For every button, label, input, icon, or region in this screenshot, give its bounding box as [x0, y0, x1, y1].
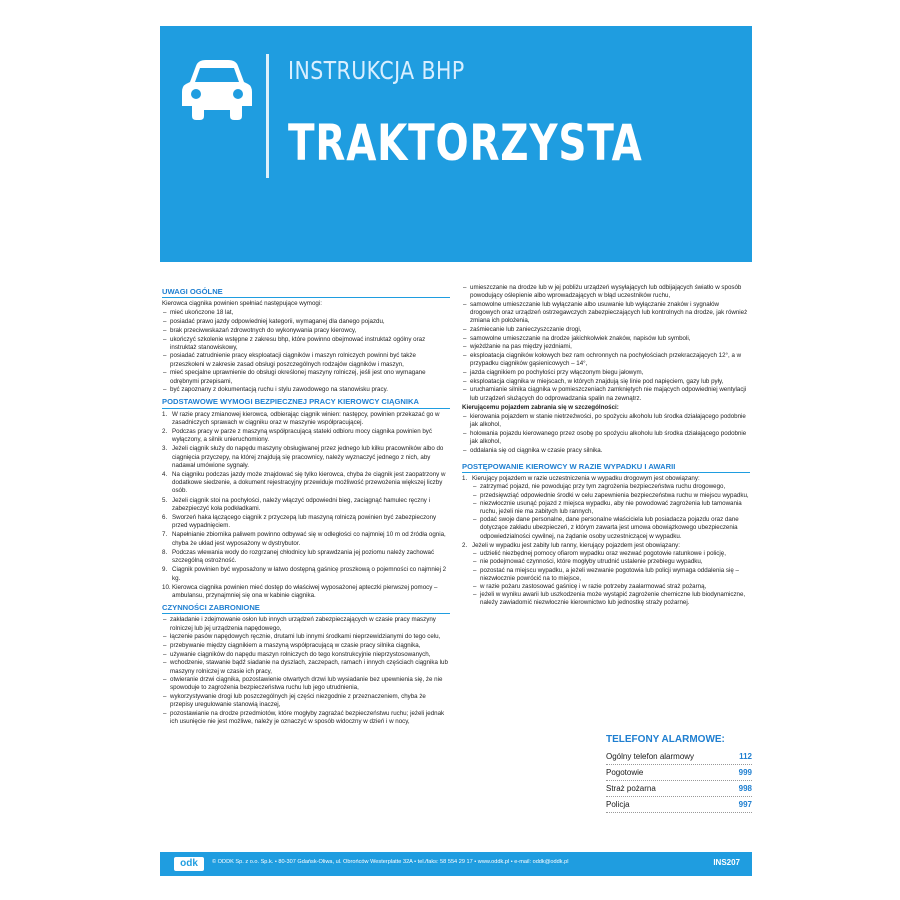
list-item: – jeżeli w wyniku awarii lub uszkodzenia może wystąpić zagrożenie chemiczne lub biodynamiczne, należy zawiadomić niezwłocznie kierownictwo lub jednostkę straży pożarnej. — [472, 591, 750, 607]
list-item: – posiadać zatrudnienie pracy eksploatacji ciągników i maszyn rolniczych powinni być także przeszkoleni w zakresie zasad obsługi poszczególnych rodzajów ciągników i maszyn, — [162, 352, 450, 368]
requirements-list — [162, 411, 450, 600]
list-item: – oddalania się od ciągnika w czasie pracy silnika. — [462, 447, 750, 455]
list-item: – zatrzymać pojazd, nie powodując przy tym zagrożenia bezpieczeństwa ruchu drogowego, — [472, 483, 750, 491]
list-item: 6. Sworzeń haka łączącego ciągnik z przyczepą lub maszyną rolniczą powinien być zabezpieczony przed wypadnięciem. — [162, 514, 437, 530]
section-general-title: UWAGI OGÓLNE — [162, 288, 450, 298]
list-item: 4. Na ciągniku podczas jazdy może znajdować się tylko kierowca, chyba że ciągnik jest zaopatrzony w dodatkowe siedzenie, a dokument rejestracyjny przewiduje możliwość przewożenia większej liczby osób. — [162, 471, 446, 495]
publisher-logo: odk — [174, 857, 204, 871]
list-item: – mieć specjalne uprawnienie do obsługi określonej maszyny rolniczej, jeśli jest ono wymagane odrębnymi przepisami, — [162, 369, 450, 385]
left-column — [162, 284, 450, 727]
list-item: – eksploatacja ciągników kołowych bez ram ochronnych na pochyłościach przekraczających 12°, a w przypadku ciągników gąsienicowych – 14°, — [462, 352, 750, 368]
list-item: – używanie ciągników do napędu maszyn rolniczych do tego konstrukcyjnie nieprzystosowanych, — [162, 651, 450, 659]
right-column — [462, 284, 750, 609]
list-item: – otwieranie drzwi ciągnika, pozostawienie otwartych drzwi lub wysiadanie bez upewnienia się, że nie spowoduje to zagrożenia bezpieczeństwa ruchu lub jego utrudnienia, — [162, 676, 450, 692]
list-item: – eksploatacja ciągnika w miejscach, w których znajdują się linie pod napięciem, gazy lub pyły, — [462, 378, 750, 386]
footer-text: © ODDK Sp. z o.o. Sp.k. • 80-307 Gdańsk-Oliwa, ul. Obrońców Westerplatte 32A • tel./faks: 58 554 29 17 • www.oddk.pl • e-mail: oddk@oddk.pl — [212, 859, 569, 865]
list-item: – samowolne umieszczanie lub wyłączanie albo usuwanie lub wyłączanie znaków i sygnałów drogowych oraz urządzeń ostrzegawczych zabezpieczających lub kontrolnych na drodze, jak również zmiana ich położenia, — [462, 301, 750, 326]
list-item: – zaśmiecanie lub zanieczyszczanie drogi, — [462, 326, 750, 334]
page-title: TRAKTORZYSTA — [288, 114, 643, 172]
section-requirements-title: PODSTAWOWE WYMOGI BEZPIECZNEJ PRACY KIEROWCY CIĄGNIKA — [162, 398, 450, 408]
list-item: 2. Jeżeli w wypadku jest zabity lub ranny, kierujący pojazdem jest obowiązany: – udzielić niezbędnej pomocy ofiarom wypadku oraz wezwać pogotowie ratunkowe i policję, – nie podejmować czynności, które mogłyby utrudnić ustalenie przebiegu wypadku, – pozostać na miejscu wypadku, a jeżeli wezwanie pogotowia lub policji wymaga oddalenia się – niezwłocznie powrócić na to miejsce, – w razie pożaru zastosować gaśnicę i w razie potrzeby zaalarmować straż pożarną, – jeżeli w wyniku awarii lub uszkodzenia może wystąpić zagrożenie chemiczne lub biodynamiczne, należy zawiadomić niezwłocznie kierownictwo lub jednostkę straży pożarnej. — [462, 542, 750, 608]
list-item: – podać swoje dane personalne, dane personalne właściciela lub posiadacza pojazdu oraz dane dotyczące zakładu ubezpieczeń, z którym zawarta jest umowa obowiązkowego ubezpieczenia odpowiedzialności cywilnej, na żądanie osoby uczestniczącej w wypadku. — [472, 516, 750, 541]
document-code: INS207 — [713, 858, 740, 867]
instruction-sheet — [160, 26, 752, 876]
list-item: 9. Ciągnik powinien być wyposażony w łatwo dostępną gaśnicę proszkową o pojemności co najmniej 2 kg. — [162, 566, 447, 582]
list-item: – posiadać prawo jazdy odpowiedniej kategorii, wymaganej dla danego pojazdu, — [162, 318, 450, 326]
list-item: – łączenie pasów napędowych ręcznie, drutami lub innymi środkami nieprzewidzianymi do tego celu, — [162, 633, 450, 641]
car-icon — [182, 56, 252, 122]
list-item: – przedsięwziąć odpowiednie środki w celu zapewnienia bezpieczeństwa ruchu w miejscu wypadku, — [472, 492, 750, 500]
list-item: 5. Jeżeli ciągnik stoi na pochyłości, należy włączyć odpowiedni bieg, zaciągnąć hamulec ręczny i zabezpieczyć koła podkładkami. — [162, 496, 430, 512]
list-item: – w razie pożaru zastosować gaśnicę i w razie potrzeby zaalarmować straż pożarną, — [472, 583, 750, 591]
list-item: 1. Kierujący pojazdem w razie uczestniczenia w wypadku drogowym jest obowiązany: – zatrzymać pojazd, nie powodując przy tym zagrożenia bezpieczeństwa ruchu drogowego, – przedsięwziąć odpowiednie środki w celu zapewnienia bezpieczeństwa ruchu w miejscu wypadku, – niezwłocznie usunąć pojazd z miejsca wypadku, aby nie powodować zagrożenia lub tamowania ruchu, jeżeli nie ma zabitych lub rannych, – podać swoje dane personalne, dane personalne właściciela lub posiadacza pojazdu oraz dane dotyczące zakładu ubezpieczeń, z którym zawarta jest umowa obowiązkowego ubezpieczenia odpowiedzialności cywilnej, na żądanie osoby uczestniczącej w wypadku. — [462, 475, 750, 541]
list-item: – pozostawianie na drodze przedmiotów, które mogłyby zagrażać bezpieczeństwu ruchu; jeżeli jednak ich usunięcie nie jest możliwe, należy je oznaczyć w sposób widoczny w dzień i w nocy, — [162, 710, 450, 726]
prohibited-list — [162, 616, 450, 726]
phone-row: Pogotowie 999 — [606, 765, 752, 781]
phone-row: Policja 997 — [606, 797, 752, 813]
list-item: 3. Jeżeli ciągnik służy do napędu maszyny obsługiwanej przez jednego lub kilku pracowników albo do ciągnięcia przyczepy, na której znajdują się pracownicy, należy wyznaczyć jednego z nich, aby nadawał umówione sygnały. — [162, 445, 444, 469]
list-item: – umieszczanie na drodze lub w jej pobliżu urządzeń wysyłających lub odbijających światło w sposób powodujący oślepienie albo wprowadzających w błąd uczestników ruchu, — [462, 284, 750, 300]
list-item: – przebywanie między ciągnikiem a maszyną współpracującą w czasie pracy silnika ciągnika, — [162, 642, 450, 650]
phone-row: Straż pożarna 998 — [606, 781, 752, 797]
list-item: – jazda ciągnikiem po pochyłości przy włączonym biegu jałowym, — [462, 369, 750, 377]
list-item: – zakładanie i zdejmowanie osłon lub innych urządzeń zabezpieczających w czasie pracy maszyny rolniczej lub jej urządzenia napędowego, — [162, 616, 450, 632]
list-item: – ukończyć szkolenie wstępne z zakresu bhp, które powinno obejmować instruktaż ogólny oraz instruktaż stanowiskowy, — [162, 336, 450, 352]
list-item: 10. Kierowca ciągnika powinien mieć dostęp do właściwej wyposażonej apteczki pierwszej pomocy – ambulansu, przynajmniej się ona w kabinie ciągnika. — [162, 583, 438, 599]
header-divider — [266, 54, 269, 178]
list-item: – niezwłocznie usunąć pojazd z miejsca wypadku, aby nie powodować zagrożenia lub tamowania ruchu, jeżeli nie ma zabitych lub rannych, — [472, 500, 750, 516]
list-item: 1. W razie pracy zmianowej kierowca, odbierając ciągnik winien: następcy, powinien przekazać go w zasadniczych sprawach w ciągniku oraz w maszynie współpracującej. — [162, 410, 440, 426]
list-item: – wchodzenie, stawanie bądź siadanie na dyszlach, zaczepach, ramach i innych częściach ciągnika lub maszyny rolniczej w czasie ich pracy, — [162, 659, 450, 675]
list-item: 8. Podczas wlewania wody do rozgrzanej chłodnicy lub sprawdzania jej poziomu należy zachować szczególną ostrożność. — [162, 548, 435, 565]
section-accident-title: POSTĘPOWANIE KIEROWCY W RAZIE WYPADKU I AWARII — [462, 463, 750, 473]
footer-bar — [160, 852, 752, 876]
list-item: – nie podejmować czynności, które mogłyby utrudnić ustalenie przebiegu wypadku, — [472, 558, 750, 566]
list-item: 7. Napełnianie zbiornika paliwem powinno odbywać się w odległości co najmniej 10 m od źródła ognia, chyba że układ jest wyposażony w dystrybutor. — [162, 531, 446, 547]
section-prohibited-title: CZYNNOŚCI ZABRONIONE — [162, 604, 450, 614]
list-item: – być zapoznany z dokumentacją ruchu i stylu zawodowego na stanowisku pracy. — [162, 386, 450, 394]
list-item: – kierowania pojazdem w stanie nietrzeźwości, po spożyciu alkoholu lub środka działającego podobnie jak alkohol, — [462, 413, 750, 429]
section-general-intro: Kierowca ciągnika powinien spełniać następujące wymogi: — [162, 300, 322, 308]
accident-list — [462, 475, 750, 607]
header-banner — [160, 26, 752, 262]
list-item: – samowolne umieszczanie na drodze jakichkolwiek znaków, napisów lub symboli, — [462, 335, 750, 343]
list-item: – udzielić niezbędnej pomocy ofiarom wypadku oraz wezwać pogotowie ratunkowe i policję, — [472, 550, 750, 558]
list-item: – wykorzystywanie drogi lub poszczególnych jej części niezgodnie z przeznaczeniem, chyba że przepisy uregulowanie stanowią inaczej, — [162, 693, 450, 709]
list-item: – wjeżdżanie na pas między jezdniami, — [462, 343, 750, 351]
document-type: INSTRUKCJA BHP — [288, 56, 465, 85]
phone-row: Ogólny telefon alarmowy 112 — [606, 749, 752, 765]
list-item: – brak przeciwwskazań zdrowotnych do wykonywania pracy kierowcy, — [162, 327, 450, 335]
list-item: – holowania pojazdu kierowanego przez osobę po spożyciu alkoholu lub środka działającego podobnie jak alkohol, — [462, 430, 750, 446]
list-item: 2. Podczas pracy w parze z maszyną współpracującą stateki odbioru mocy ciągnika powinien być wyłączony, a silnik unieruchomiony. — [162, 428, 432, 444]
emergency-phones — [606, 734, 752, 813]
general-list — [162, 309, 450, 394]
list-item: – mieć ukończone 18 lat, — [162, 309, 450, 317]
driver-prohibitions-list — [462, 413, 750, 455]
list-item: – pozostać na miejscu wypadku, a jeżeli wezwanie pogotowia lub policji wymaga oddalenia się – niezwłocznie powrócić na to miejsce, — [472, 567, 750, 583]
driver-prohibitions-heading: Kierującemu pojazdem zabrania się w szczególności: — [462, 403, 619, 411]
list-item: – uruchamianie silnika ciągnika w pomieszczeniach zamkniętych nie mających odpowiedniej wentylacji lub urządzeń służących do odprowadzania spalin na zewnątrz. — [462, 386, 750, 402]
emergency-phones-title: TELEFONY ALARMOWE: — [606, 734, 725, 745]
prohibited-list-continued — [462, 284, 750, 403]
